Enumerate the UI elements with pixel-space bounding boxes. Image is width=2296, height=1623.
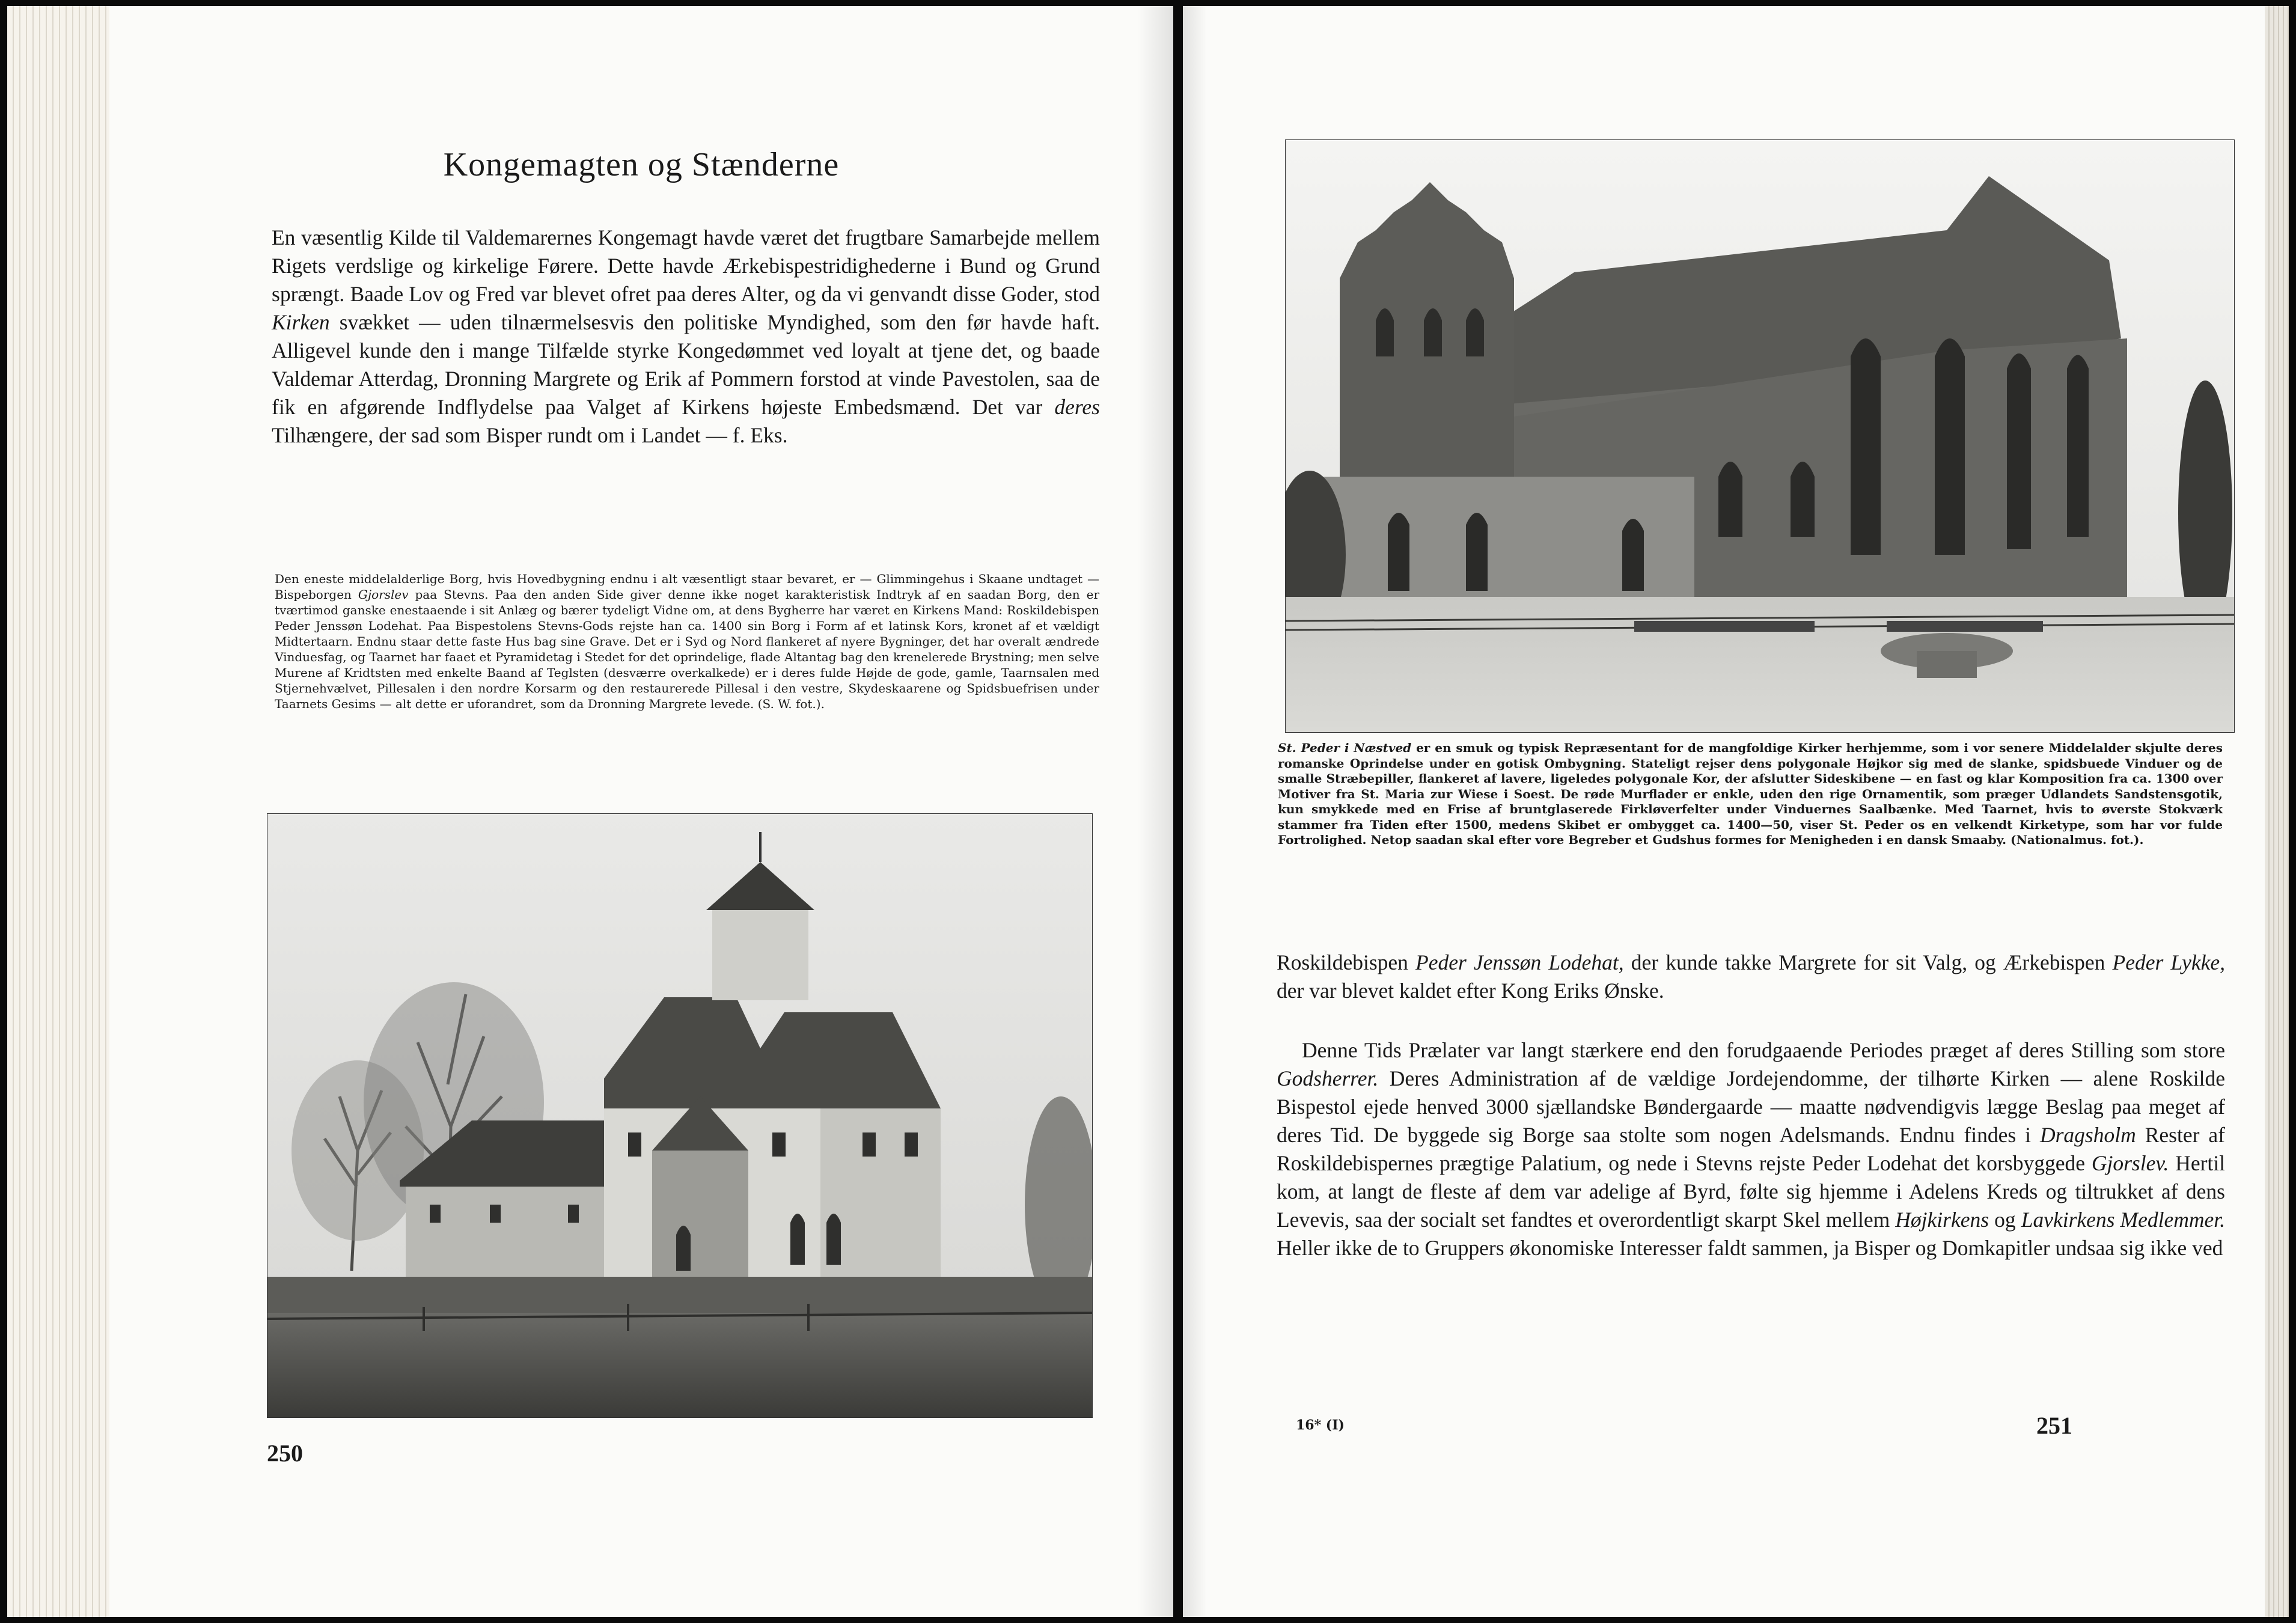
text-run: er en smuk og typisk Repræsentant for de mangfoldige Kirker herhjemme, som i vor senere Middelalder skjulte deres romanske Oprindelse under en gotisk Ombygning. Stateligt rejser dens polygonale Højkor sig med de slanke, spidsbuede Vinduer og de smalle Stræbepiller, flankeret af lavere, ligeledes polygonale Kor, der afslutter Sideskibene — en fast og klar Komposition fra ca. 1300 over Motiver fra St. Maria zur Wiese i Soest. De røde Murflader er enkle, uden den rige Ornamentik, som præger Udlandets Sandstensgotik, kun smykkede med en Frise af bruntglaserede Firkløverfelter under Vinduernes Saalbænke. Med Taarnet, hvis to øverste Stokværk stammer fra Tiden efter 1500, medens Skibet er ombygget ca. 1400—50, viser St. Peder os en velkendt Kirketype, som har vor fulde Fortrolighed. Netop saadan skal efter vore Begreber et Gudshus formes for Menigheden i en dansk Smaaby. (Nationalmus. fot.).	[1278, 741, 2223, 847]
printer-signature: 16* (I)	[1296, 1417, 1345, 1433]
right-page	[1183, 6, 2289, 1617]
italic-text: Peder Jenssøn Lodehat,	[1415, 950, 1624, 974]
italic-text: Kirken	[272, 310, 330, 334]
left-page	[7, 6, 1173, 1617]
page-title: Kongemagten og Stænderne	[443, 146, 840, 183]
text-run: og	[1989, 1208, 2021, 1232]
text-run: der kunde takke Margrete for sit Valg, og Ærkebispen	[1623, 950, 2113, 974]
text-run: svækket — uden tilnærmelsesvis den politiske Myndighed, som den før havde haft. Alligevel kunde den i mange Tilfælde styrke Kongedømmet ved loyalt at tjene det, og baade Valdemar Atterdag, Dronning Margrete og Erik af Pommern forstod at vinde Pavestolen, saa de fik en afgørende Indflydelse paa Valget af Kirkens højeste Embedsmænd. Det var	[272, 310, 1100, 419]
gutter-shadow	[1183, 6, 1207, 1617]
italic-text: Dragsholm	[2039, 1123, 2136, 1147]
photo-caption	[1278, 741, 2223, 848]
church-photo-image	[1286, 140, 2234, 732]
page-edges	[2265, 6, 2289, 1617]
body-paragraph	[1277, 949, 2225, 1005]
text-run: En væsentlig Kilde til Valdemarernes Kongemagt havde været det frugtbare Samarbejde mellem Rigets verdslige og kirkelige Førere. Dette havde Ærkebispestridighederne i Bund og Grund sprængt. Baade Lov og Fred var blevet ofret paa deres Alter, og da vi genvandt disse Goder, stod	[272, 225, 1100, 306]
page-number: 250	[267, 1440, 303, 1467]
italic-text: Gjorslev.	[2091, 1151, 2169, 1175]
castle-photo	[267, 813, 1093, 1418]
italic-text: Peder Lykke,	[2112, 950, 2225, 974]
photo-caption	[275, 571, 1099, 712]
page-edges	[7, 6, 109, 1617]
castle-photo-image	[267, 814, 1092, 1417]
gutter-shadow	[1137, 6, 1173, 1617]
church-photo	[1285, 139, 2235, 733]
text-run: Denne Tids Prælater var langt stærkere end den forudgaaende Periodes præget af deres Stilling som store	[1302, 1038, 2225, 1062]
text-run: Roskildebispen	[1277, 950, 1416, 974]
body-paragraph	[272, 224, 1100, 450]
italic-text: St. Peder i Næstved	[1278, 741, 1412, 755]
text-run: Hertil kom, at langt de fleste af dem var adelige af Byrd, følte sig hjemme i Adelens Kreds og tiltrukket af dens Levevis, saa der socialt set fandtes et overordentligt skarpt Skel mellem	[1277, 1151, 2225, 1232]
italic-text: deres	[1054, 395, 1100, 419]
body-paragraph	[1277, 1036, 2225, 1262]
text-run: der var blevet kaldet efter Kong Eriks Ønske.	[1277, 979, 1664, 1003]
text-run: Den eneste middelalderlige Borg, hvis Hovedbygning endnu i alt væsentligt staar bevaret, er — Glimmingehus i Skaane undtaget — Bispeborgen	[275, 572, 1099, 602]
text-run: Rester af Roskildebispernes prægtige Palatium, og nede i Stevns rejste Peder Lodehat det korsbyggede	[1277, 1123, 2225, 1175]
text-run: Deres Administration af de vældige Jordejendomme, der tilhørte Kirken — alene Roskilde Bispestol ejede henved 3000 sjællandske Bøndergaarde — maatte nødvendigvis lægge Beslag paa meget af deres Tid. De byggede sig Borge saa stolte som nogen Adelsmands. Endnu findes i	[1277, 1066, 2225, 1147]
text-run: paa Stevns. Paa den anden Side giver denne ikke noget karakteristisk Indtryk af en saadan Borg, den er tværtimod ganske enestaaende i sit Anlæg og bærer tydeligt Vidne om, at dens Bygherre har været en Kirkens Mand: Roskildebispen Peder Jenssøn Lodehat. Paa Bispestolens Stevns-Gods rejste han ca. 1400 sin Borg i Form af et latinsk Kors, kronet af et vældigt Midtertaarn. Endnu staar dette faste Hus bag sine Grave. Det er i Syd og Nord flankeret af nyere Bygninger, det har overalt ændrede Vinduesfag, og Taarnet har faaet et Pyramidetag i Stedet for det oprindelige, flade Altantag bag den krenelerede Brystning; men selve Murene af Kridtsten med enkelte Baand af Teglsten (desværre overkalkede) er i deres fulde Højde de gode, gamle, Taarnsalen med Stjernehvælvet, Pillesalen i den nordre Korsarm og den restaurerede Pillesal i den vestre, Skydeskaarene og Spidsbuefrisen under Taarnets Gesims — alt dette er uforandret, som da Dronning Margrete levede. (S. W. fot.).	[275, 587, 1099, 711]
page-number: 251	[2036, 1412, 2072, 1439]
text-run: Tilhængere, der sad som Bisper rundt om i Landet — f. Eks.	[272, 423, 788, 447]
italic-text: Lavkirkens Medlemmer.	[2021, 1208, 2226, 1232]
italic-text: Gjorslev	[358, 587, 409, 602]
italic-text: Godsherrer.	[1277, 1066, 1379, 1090]
text-run: Heller ikke de to Gruppers økonomiske Interesser faldt sammen, ja Bisper og Domkapitler undsaa sig ikke ved	[1277, 1236, 2223, 1260]
italic-text: Højkirkens	[1895, 1208, 1989, 1232]
